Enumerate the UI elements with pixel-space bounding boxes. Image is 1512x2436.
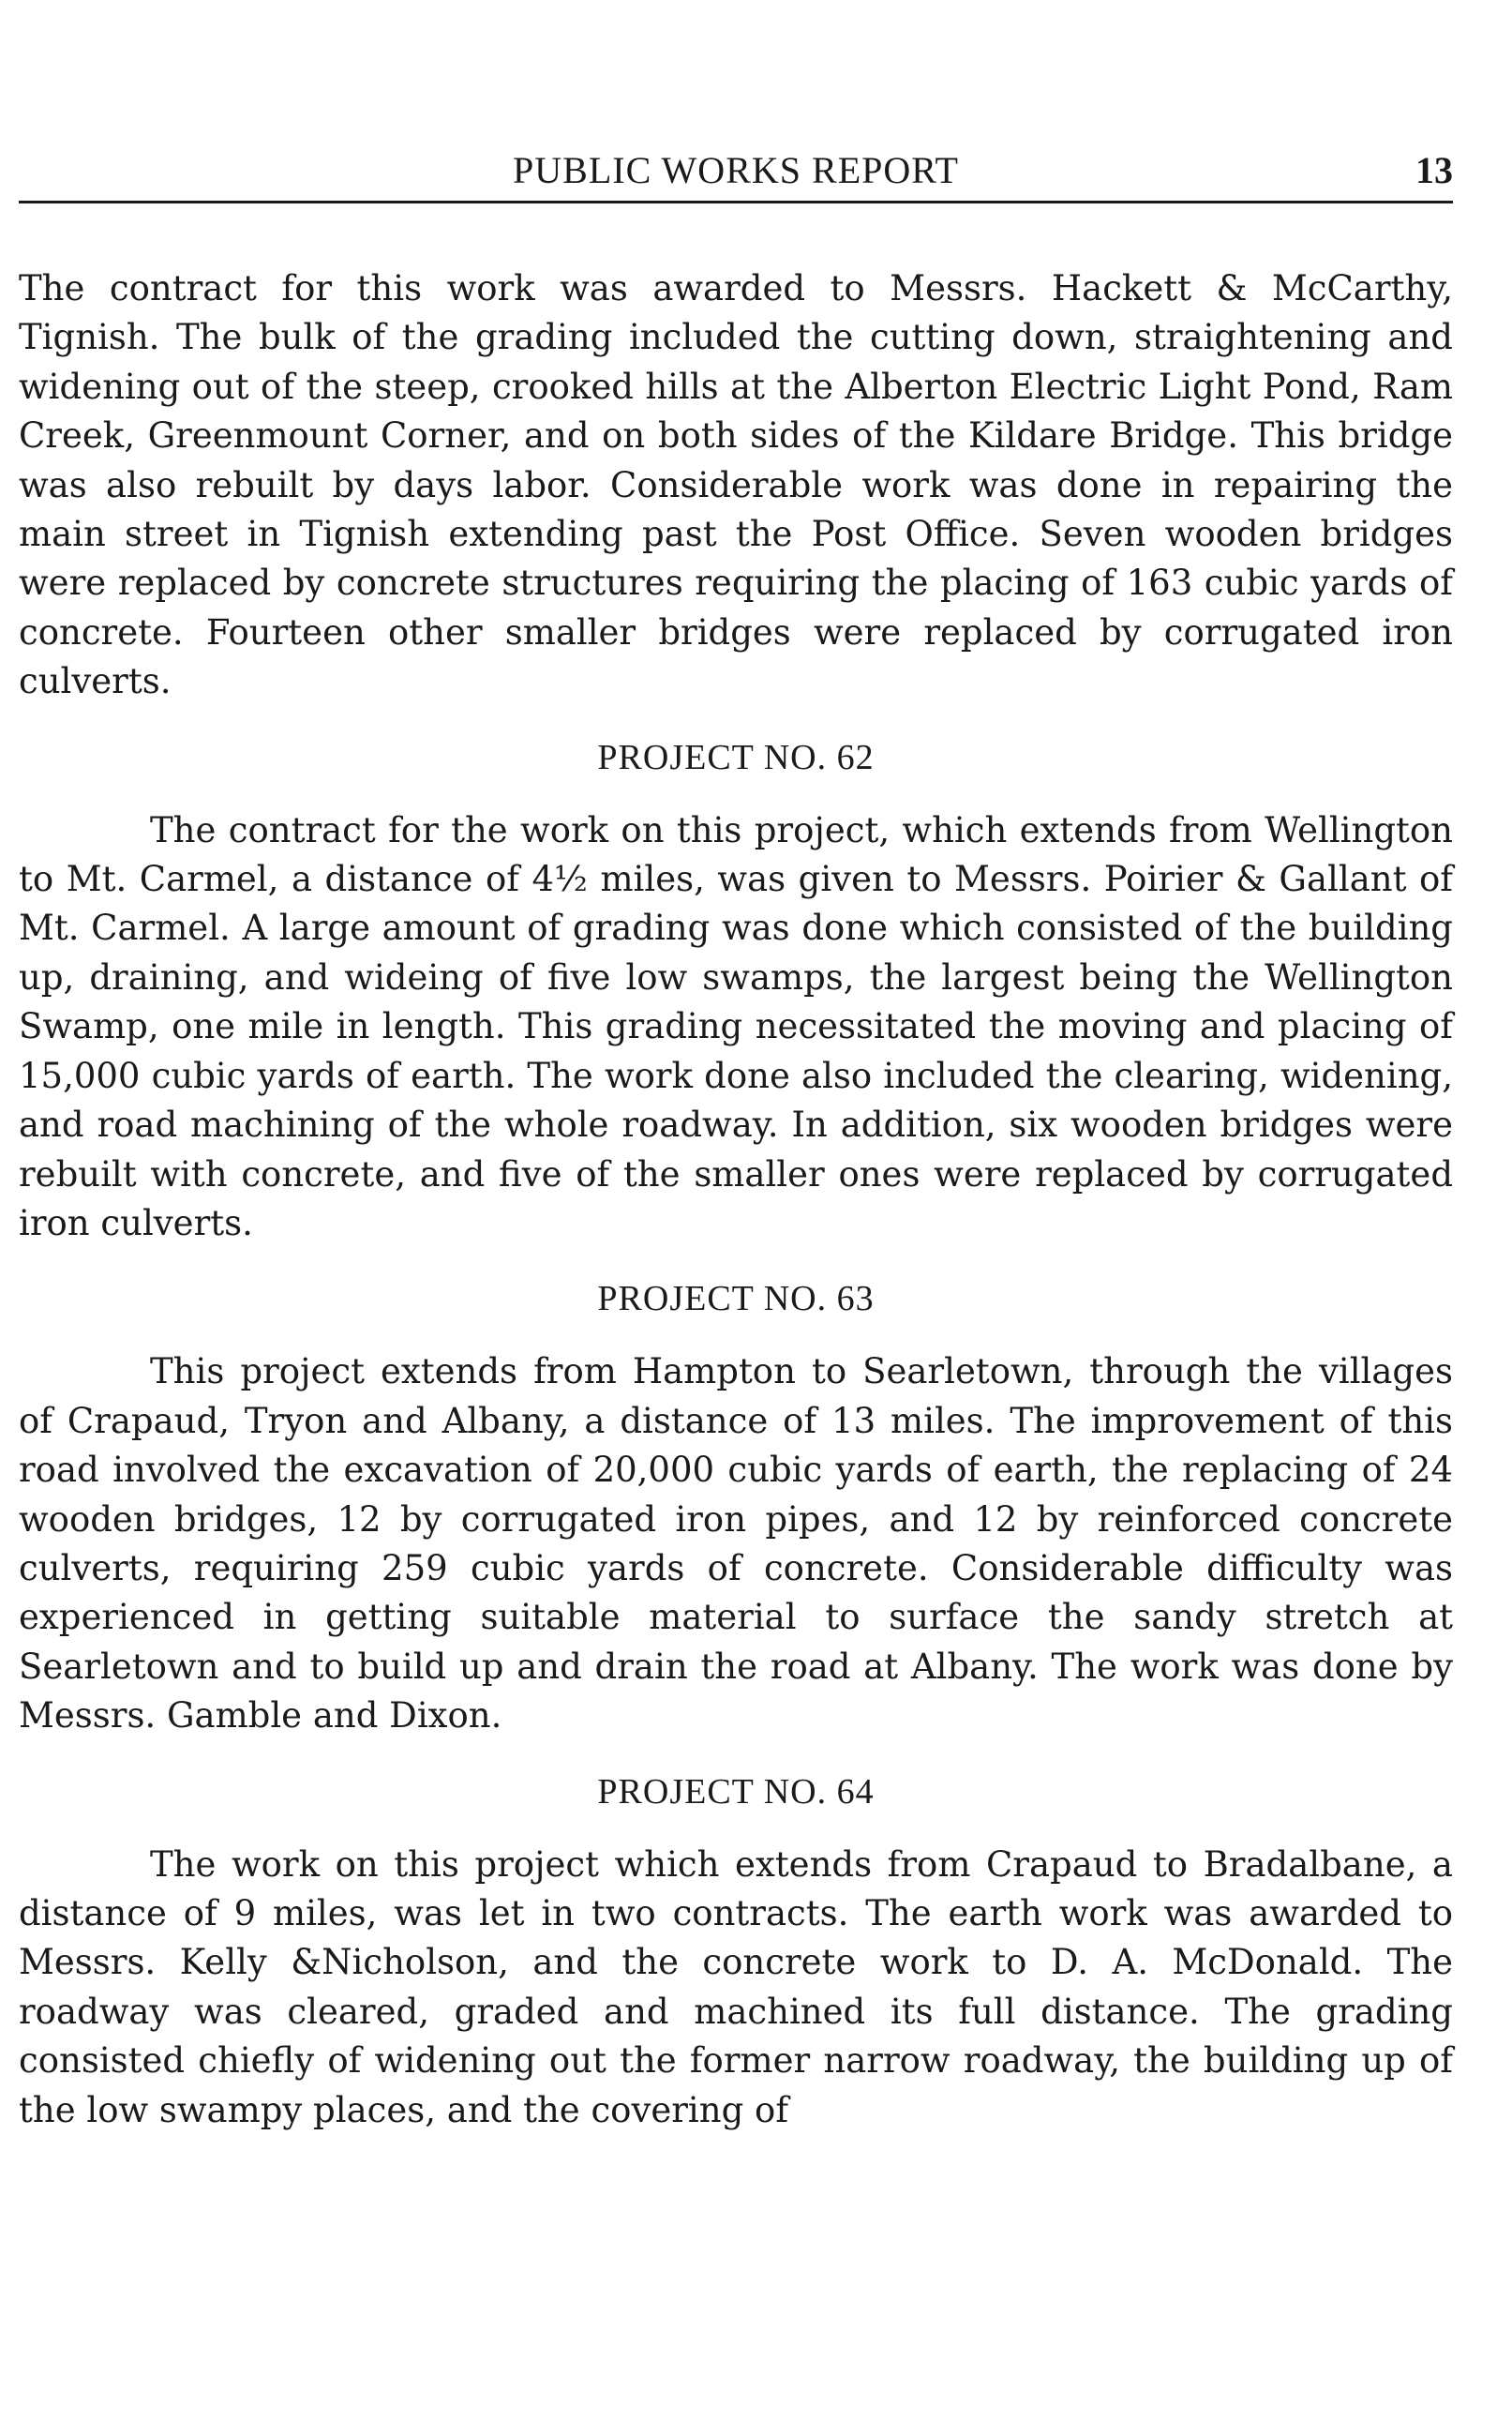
paragraph-project-64: The work on this project which extends from Crapaud to Bradalbane, a distance of 9 miles, was let in two contracts. The earth work was awarded to Messrs. Kelly &Nicholson, and the concrete work to D. A. McDonald. The roadway was cleared, graded and machined its full distance. The grading consisted chiefly of widening out the former narrow roadway, the building up of the low swampy places, and the covering of: [19, 1843, 1453, 2130]
page-body: [19, 264, 1453, 2135]
spacer: [19, 1248, 1453, 1274]
running-title: PUBLIC WORKS REPORT: [513, 149, 959, 191]
header-rule: [19, 201, 1453, 203]
page-number: 13: [1415, 149, 1453, 191]
spacer: [19, 1816, 1453, 1841]
paragraph-continuation: The contract for this work was awarded to Messrs. Hackett & McCarthy, Tignish. The bulk of the grading included the cutting down, straightening and widening out of the steep, crooked hills at the Alberton Electric Light Pond, Ram Creek, Greenmount Corner, and on both sides of the Kildare Bridge. This bridge was also rebuilt by days labor. Considerable work was done in repairing the main street in Tignish extending past the Post Office. Seven wooden bridges were replaced by concrete structures requiring the placing of 163 cubic yards of concrete. Fourteen other smaller bridges were replaced by corrugated iron culverts.: [19, 268, 1453, 702]
paragraph-project-63: This project extends from Hampton to Searletown, through the villages of Crapaud, Tryon and Albany, a distance of 13 miles. The improvement of this road involved the excavation of 20,000 cubic yards of earth, the replacing of 24 wooden bridges, 12 by corrugated iron pipes, and 12 by reinforced concrete culverts, requiring 259 cubic yards of concrete. Considerable difficulty was experienced in getting suitable material to surface the sandy stretch at Searletown and to build up and drain the road at Albany. The work was done by Messrs. Gamble and Dixon.: [19, 1351, 1453, 1737]
running-header: [19, 141, 1453, 197]
section-heading-project-62: PROJECT NO. 62: [597, 737, 875, 777]
spacer: [19, 707, 1453, 733]
section-heading-project-63: PROJECT NO. 63: [597, 1279, 875, 1319]
spacer: [19, 1323, 1453, 1347]
spacer: [19, 1741, 1453, 1767]
spacer: [19, 782, 1453, 806]
paragraph-project-62: The contract for the work on this project, which extends from Wellington to Mt. Carmel, a distance of 4½ miles, was given to Messrs. Poirier & Gallant of Mt. Carmel. A large amount of grading was done which consisted of the building up, draining, and wideing of five low swamps, the largest being the Wellington Swamp, one mile in length. This grading necessitated the moving and placing of 15,000 cubic yards of earth. The work done also included the clearing, widening, and road machining of the whole roadway. In addition, six wooden bridges were rebuilt with concrete, and five of the smaller ones were replaced by corrugated iron culverts.: [19, 809, 1453, 1243]
section-heading-project-64: PROJECT NO. 64: [597, 1771, 875, 1812]
